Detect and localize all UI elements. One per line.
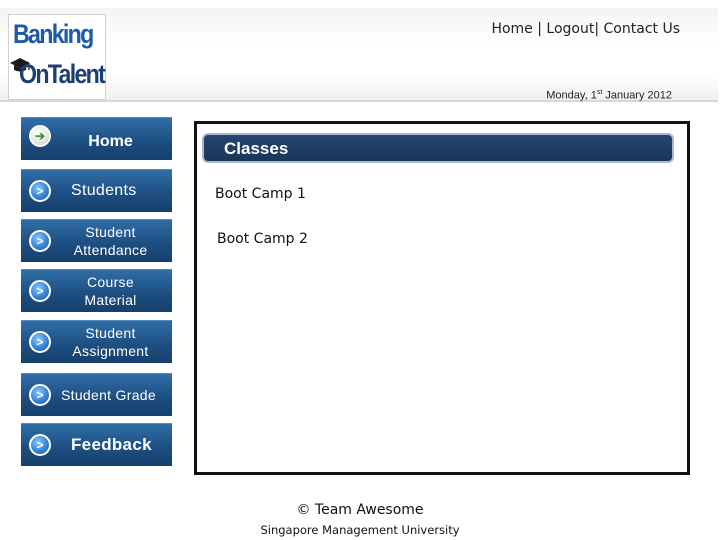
- footer-university: Singapore Management University: [260, 523, 460, 537]
- top-nav-logout-link[interactable]: Logout: [546, 21, 595, 37]
- top-navigation: [491, 21, 680, 37]
- green-arrow-icon: ➔: [29, 125, 51, 147]
- top-nav-home-link[interactable]: Home: [491, 21, 533, 37]
- class-link-boot-camp-1[interactable]: Boot Camp 1: [215, 186, 306, 202]
- chevron-right-icon: >: [29, 384, 51, 406]
- class-link-boot-camp-2[interactable]: Boot Camp 2: [217, 231, 308, 247]
- sidebar-item-label: Student Grade: [61, 387, 156, 403]
- top-nav-separator: |: [532, 21, 547, 37]
- sidebar-item-student-attendance[interactable]: [21, 219, 172, 262]
- chevron-right-icon: >: [29, 180, 51, 202]
- panel-title: Classes: [224, 139, 289, 158]
- logo-text-banking: Banking: [13, 19, 93, 49]
- top-nav-contact-link[interactable]: Contact Us: [603, 21, 680, 37]
- date-rest: January 2012: [602, 89, 672, 102]
- sidebar-item-label: Home: [88, 133, 133, 150]
- date-prefix: Monday, 1: [546, 89, 597, 102]
- chevron-right-icon: >: [29, 280, 51, 302]
- label-line: Student: [85, 325, 136, 341]
- sidebar-item-label: [49, 270, 172, 312]
- label-line: Attendance: [73, 242, 148, 258]
- sidebar-item-home[interactable]: [21, 117, 172, 160]
- date-ordinal: st: [596, 89, 603, 96]
- page-header: [0, 8, 718, 102]
- logo-text-ontalent: OnTalent: [19, 59, 105, 89]
- sidebar-item-label: Students: [71, 182, 137, 199]
- sidebar-item-feedback[interactable]: [21, 423, 172, 466]
- label-line: Student: [85, 224, 136, 240]
- panel-header: [202, 133, 674, 163]
- classes-panel: [194, 121, 690, 475]
- label-line: Course: [87, 274, 134, 290]
- sidebar-item-course-material[interactable]: [21, 269, 172, 312]
- top-nav-separator: |: [594, 21, 604, 37]
- label-line: Assignment: [72, 343, 149, 359]
- sidebar-item-student-grade[interactable]: [21, 373, 172, 416]
- banking-on-talent-logo[interactable]: [8, 14, 106, 100]
- label-line: Material: [84, 292, 137, 308]
- chevron-right-icon: >: [29, 230, 51, 252]
- sidebar-item-label: Feedback: [71, 435, 152, 454]
- sidebar-item-label: [49, 321, 172, 363]
- sidebar-item-students[interactable]: [21, 169, 172, 212]
- sidebar-item-label: [49, 220, 172, 262]
- sidebar-item-student-assignment[interactable]: [21, 320, 172, 363]
- chevron-right-icon: >: [29, 331, 51, 353]
- footer-copyright: © Team Awesome: [296, 502, 424, 518]
- chevron-right-icon: >: [29, 434, 51, 456]
- current-date: [546, 89, 672, 102]
